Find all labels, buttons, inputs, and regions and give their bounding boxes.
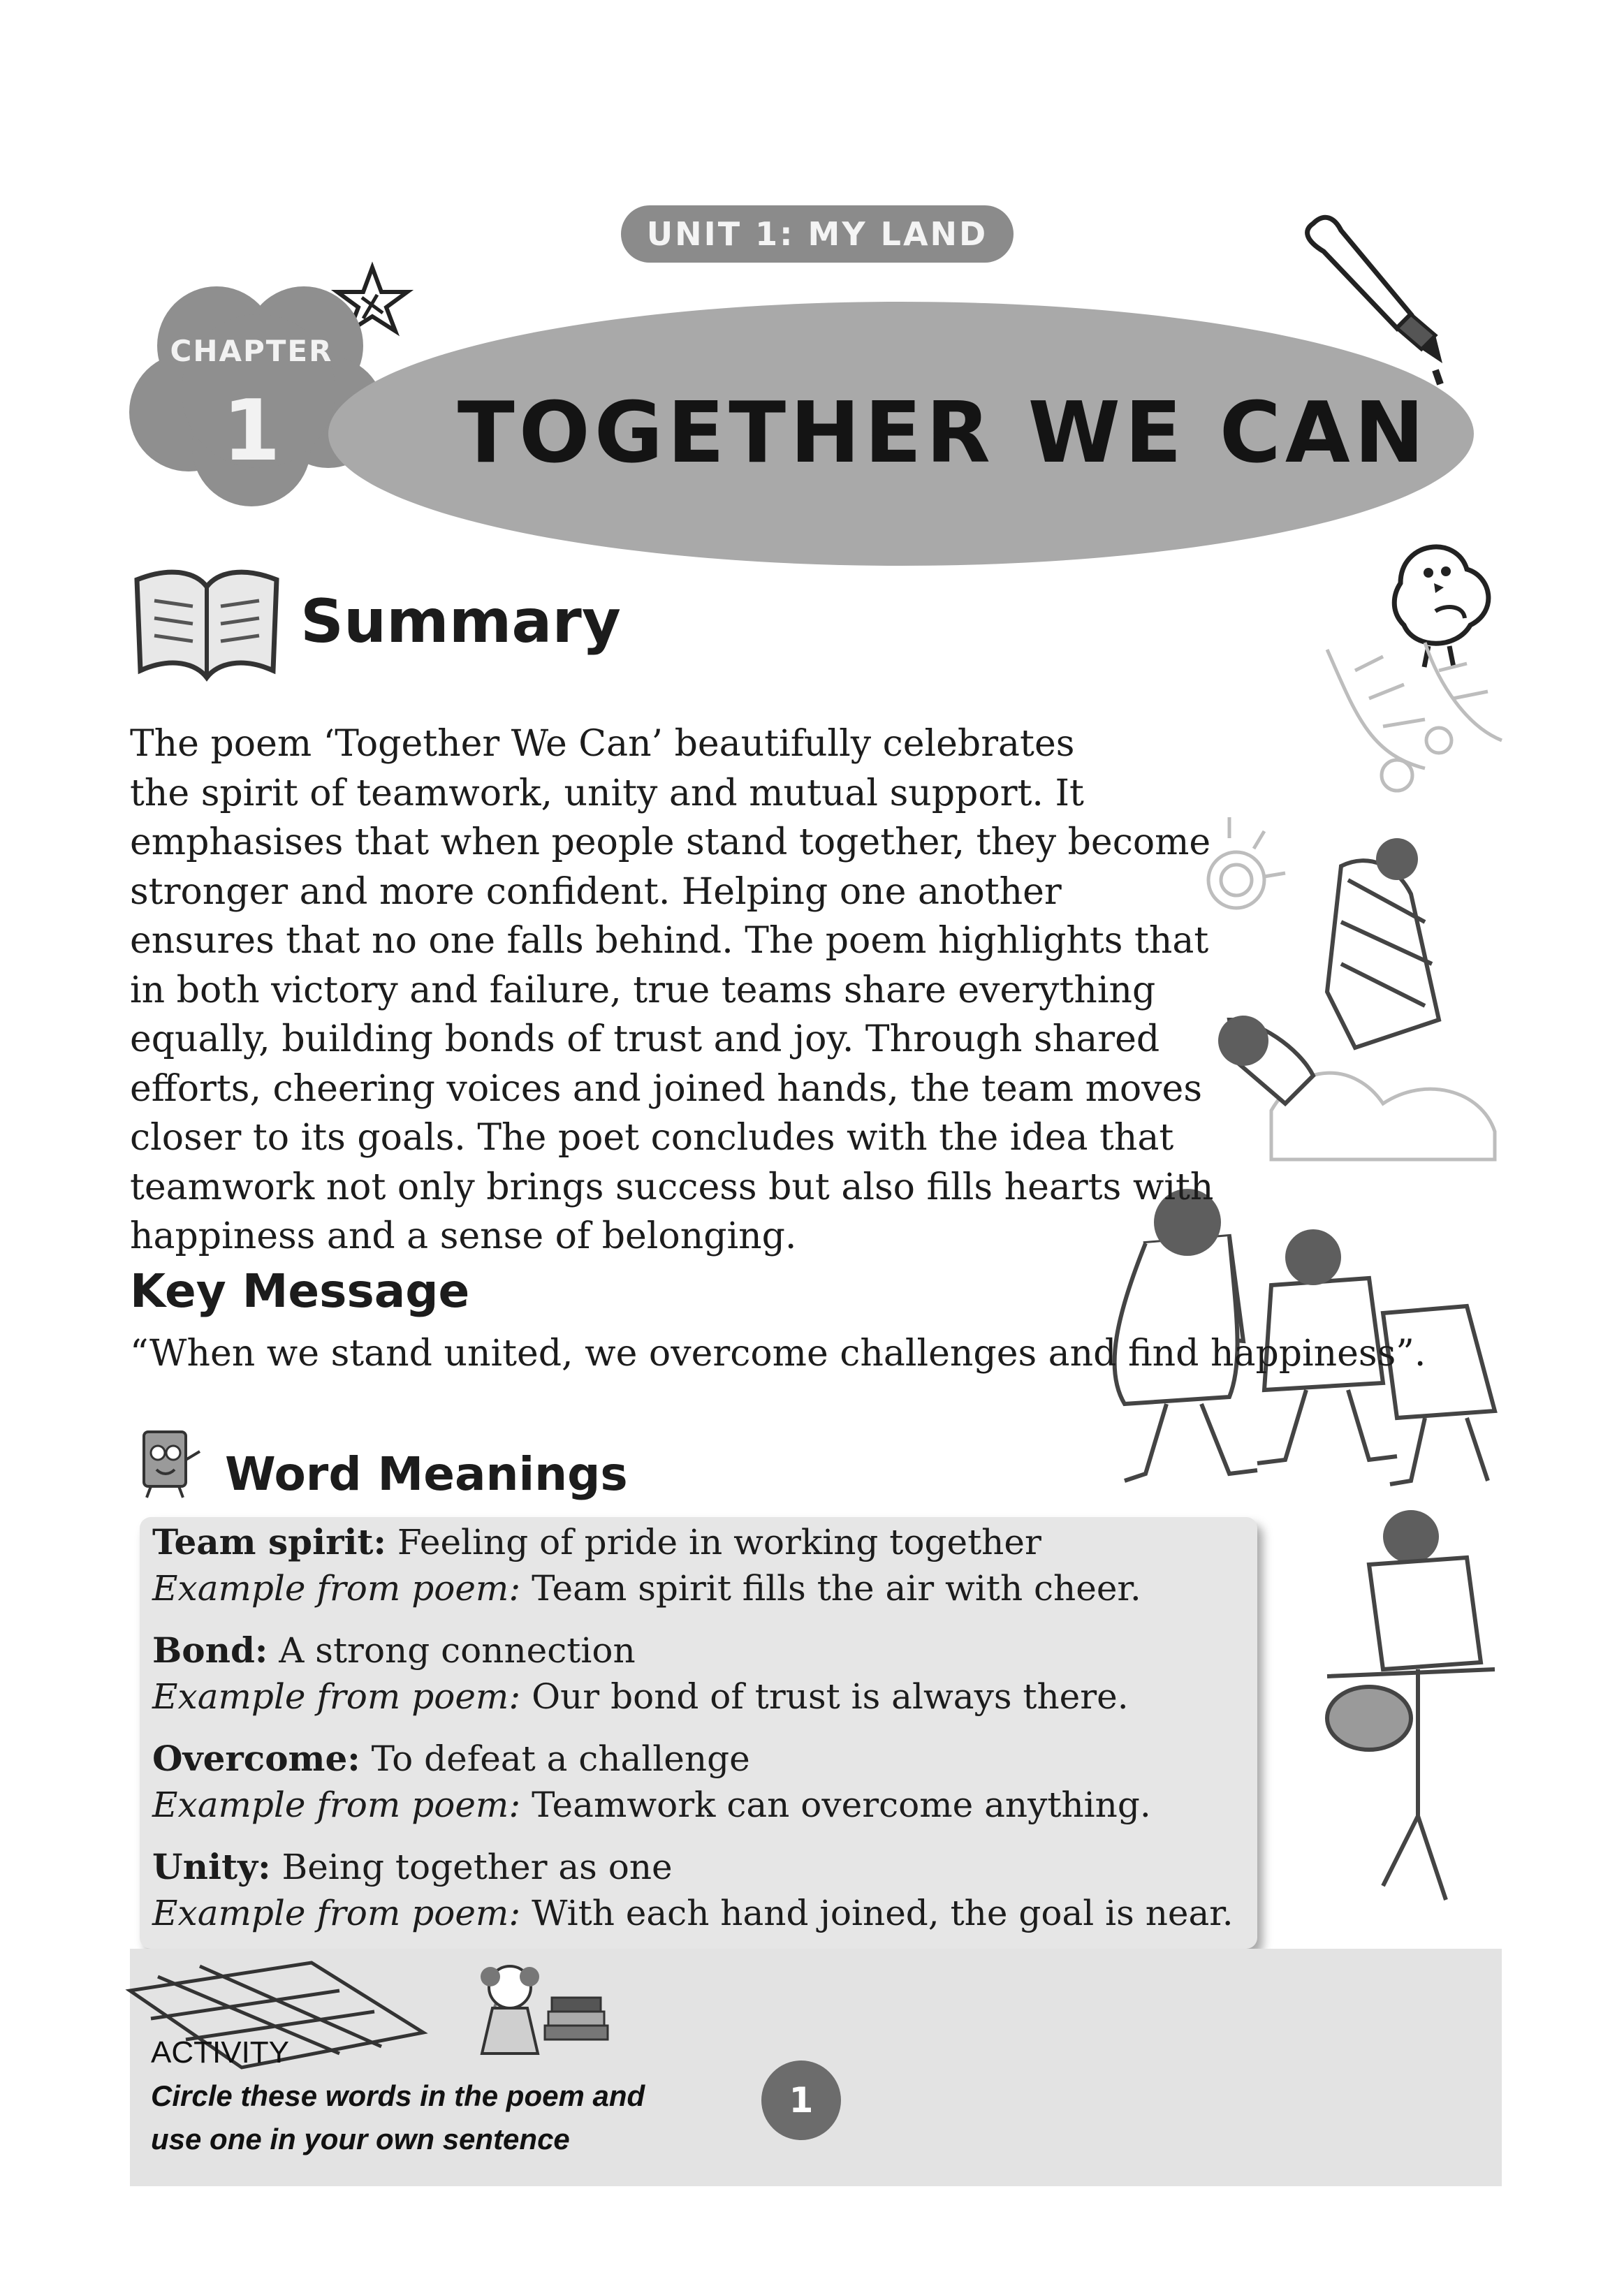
example-label: Example from poem: bbox=[152, 1893, 521, 1933]
word-example-row bbox=[152, 1565, 1141, 1611]
example-label: Example from poem: bbox=[152, 1568, 521, 1609]
activity-line: Circle these words in the poem and bbox=[151, 2079, 645, 2112]
word-example-row bbox=[152, 1782, 1151, 1828]
summary-paragraph bbox=[130, 719, 1214, 1261]
reading-girl-icon bbox=[461, 1956, 622, 2074]
summary-line: emphasises that when people stand together, they become bbox=[130, 821, 1211, 863]
summary-heading: Summary bbox=[300, 587, 621, 657]
summary-line: ensures that no one falls behind. The poem highlights that bbox=[130, 920, 1209, 962]
example-label: Example from poem: bbox=[152, 1676, 521, 1717]
word-definition: To defeat a challenge bbox=[371, 1738, 750, 1779]
chapter-number: 1 bbox=[222, 383, 281, 480]
word-meaning-row bbox=[152, 1844, 673, 1890]
word-example-row bbox=[152, 1890, 1234, 1936]
summary-line: in both victory and failure, true teams share everything bbox=[130, 969, 1156, 1011]
key-message-text: “When we stand united, we overcome challenges and find happiness”. bbox=[130, 1333, 1426, 1375]
summary-line: stronger and more confident. Helping one another bbox=[130, 870, 1062, 913]
word-example-row bbox=[152, 1674, 1129, 1720]
word-meanings-heading: Word Meanings bbox=[225, 1447, 628, 1501]
word-term: Team spirit: bbox=[152, 1521, 386, 1562]
summary-line: The poem ‘Together We Can’ beautifully celebrates bbox=[130, 723, 1075, 765]
example-label: Example from poem: bbox=[152, 1785, 521, 1825]
word-meaning-row bbox=[152, 1627, 636, 1674]
summary-line: equally, building bonds of trust and joy. Through shared bbox=[130, 1018, 1160, 1060]
word-definition: Being together as one bbox=[281, 1847, 673, 1887]
word-meaning-row bbox=[152, 1519, 1041, 1565]
word-term: Overcome: bbox=[152, 1738, 360, 1779]
summary-line: teamwork not only brings success but also fills hearts with bbox=[130, 1166, 1214, 1208]
unit-tag: UNIT 1: MY LAND bbox=[621, 205, 1014, 263]
activity-instructions bbox=[151, 2074, 645, 2161]
activity-line: use one in your own sentence bbox=[151, 2123, 570, 2155]
activity-label: ACTIVITY bbox=[151, 2035, 290, 2070]
summary-line: the spirit of teamwork, unity and mutual support. It bbox=[130, 772, 1084, 814]
open-book-icon bbox=[130, 552, 284, 691]
key-message-heading: Key Message bbox=[130, 1264, 470, 1318]
character-book-icon bbox=[130, 1425, 207, 1502]
chapter-label: CHAPTER bbox=[170, 334, 333, 368]
word-term: Bond: bbox=[152, 1630, 268, 1671]
word-term: Unity: bbox=[152, 1846, 271, 1887]
word-definition: A strong connection bbox=[279, 1630, 636, 1671]
summary-line: closer to its goals. The poet concludes with the idea that bbox=[130, 1117, 1174, 1159]
chapter-title: TOGETHER WE CAN bbox=[457, 384, 1429, 482]
summary-line: efforts, cheering voices and joined hands, the team moves bbox=[130, 1067, 1203, 1110]
word-definition: Feeling of pride in working together bbox=[397, 1522, 1041, 1562]
example-text: Teamwork can overcome anything. bbox=[532, 1785, 1151, 1825]
page-number: 1 bbox=[761, 2060, 841, 2140]
word-meaning-row bbox=[152, 1736, 750, 1782]
example-text: With each hand joined, the goal is near. bbox=[532, 1893, 1234, 1933]
example-text: Our bond of trust is always there. bbox=[532, 1676, 1129, 1717]
example-text: Team spirit fills the air with cheer. bbox=[532, 1568, 1141, 1609]
summary-line: happiness and a sense of belonging. bbox=[130, 1215, 797, 1257]
